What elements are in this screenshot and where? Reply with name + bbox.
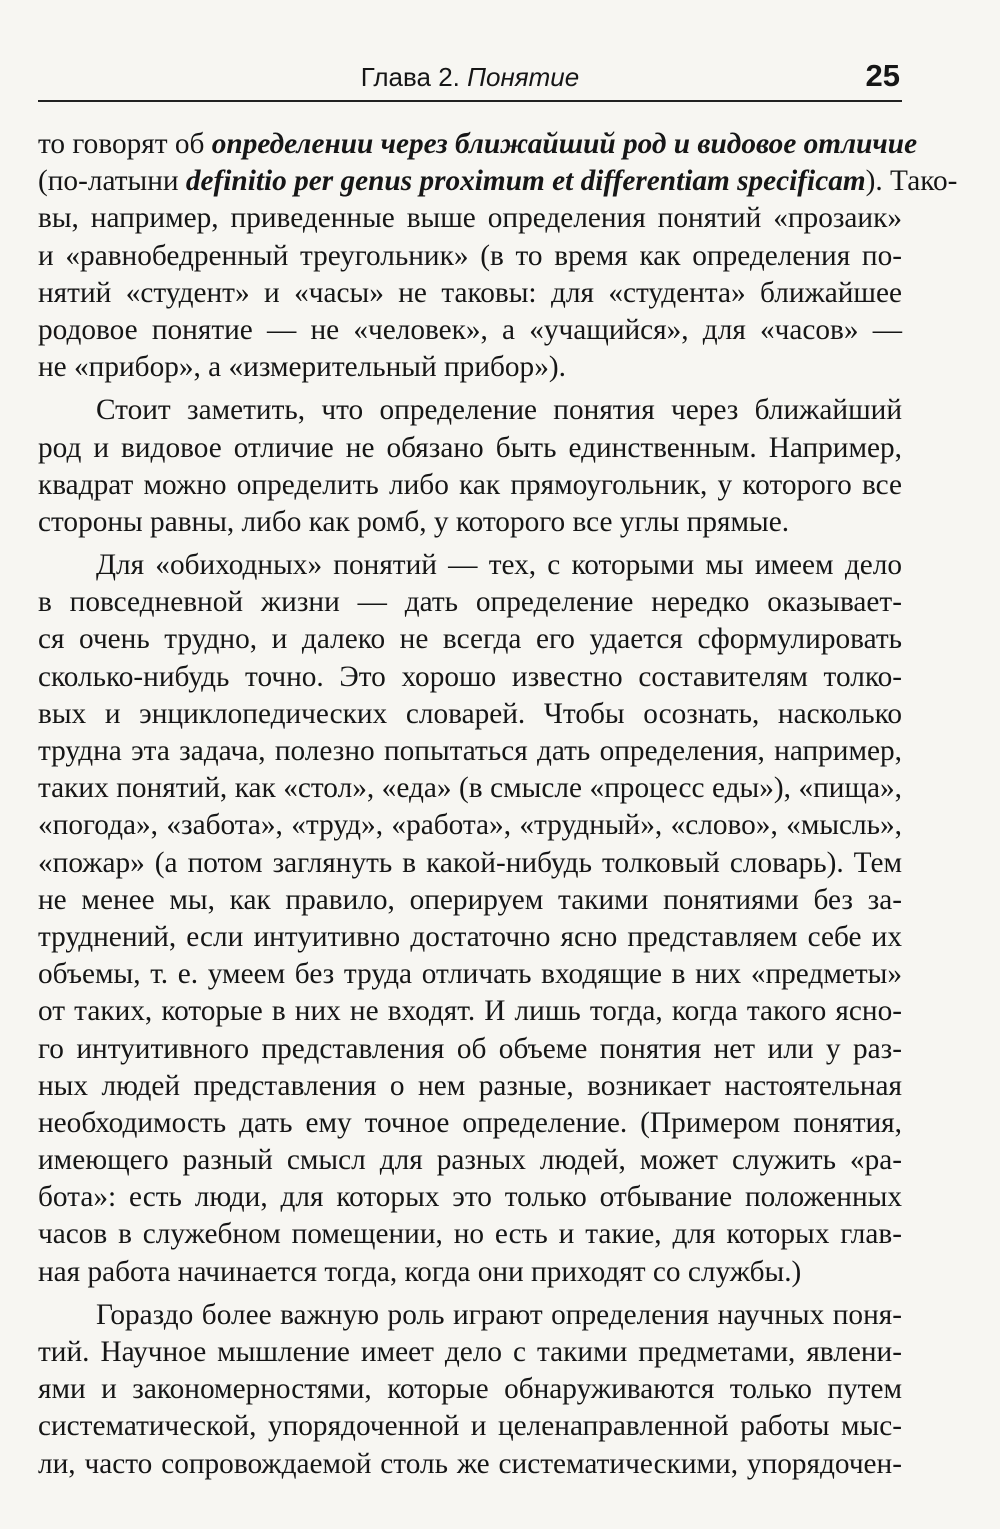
text-line: вы, например, приведенные выше определения понятий «прозаик»	[38, 202, 902, 235]
text-line: ся очень трудно, и далеко не всегда его удается сформулировать	[38, 623, 902, 656]
text-line: (по-латыни definitio per genus proximum et differentiam specificam). Тако-	[38, 165, 958, 198]
text-line: трудна эта задача, полезно попытаться дать определения, например,	[38, 735, 902, 767]
text-line: необходимость дать ему точное определение. (Примером понятия,	[38, 1106, 902, 1139]
text-line: систематической, упорядоченной и целенаправленной работы мыс-	[38, 1410, 902, 1443]
header-title	[38, 62, 902, 93]
text-line: ями и закономерностями, которые обнаруживаются только путем	[38, 1373, 902, 1406]
latin-term: definitio per genus proximum et differentiam specificam	[185, 165, 866, 198]
text-line: Для «обиходных» понятий — тех, с которыми мы имеем дело	[96, 549, 902, 582]
text-line: родовое понятие — не «человек», а «учащийся», для «часов» —	[38, 313, 902, 346]
text-line: ная работа начинается тогда, когда они приходят со службы.)	[38, 1255, 802, 1288]
text-line: «погода», «забота», «труд», «работа», «трудный», «слово», «мысль»,	[38, 809, 902, 842]
text-line: часов в служебном помещении, но есть и такие, для которых глав-	[38, 1218, 902, 1251]
paragraph-2	[38, 392, 902, 541]
text-line: го интуитивного представления об объеме понятия нет или у раз-	[38, 1032, 902, 1065]
text-line: Гораздо более важную роль играют определения научных поня-	[96, 1298, 902, 1331]
section-label: Понятие	[467, 62, 580, 92]
paragraph-1	[38, 126, 958, 386]
text-line: стороны равны, либо как ромб, у которого все углы прямые.	[38, 505, 790, 538]
text-line: имеющего разный смысл для разных людей, может служить «ра-	[38, 1144, 902, 1177]
text-line: и «равнобедренный треугольник» (в то время как определения по-	[38, 239, 902, 272]
running-header	[38, 52, 902, 102]
text-line: ных людей представления о нем разные, возникает настоятельная	[38, 1069, 902, 1102]
text-line: нятий «студент» и «часы» не таковы: для «студента» ближайшее	[38, 276, 902, 309]
text-line: квадрат можно определить либо как прямоугольник, у которого все	[38, 468, 902, 501]
text-line: в повседневной жизни — дать определение нередко оказывает-	[38, 586, 902, 619]
text-line: «пожар» (а потом заглянуть в какой-нибудь толковый словарь). Тем	[38, 846, 902, 879]
text-line: не менее мы, как правило, оперируем такими понятиями без за-	[38, 883, 902, 916]
text-line: вых и энциклопедических словарей. Чтобы осознать, насколько	[38, 697, 902, 730]
text-line: бота»: есть люди, для которых это только отбывание положенных	[38, 1181, 902, 1214]
text-line: не «прибор», а «измерительный прибор»).	[38, 351, 566, 384]
text-line: сколько-нибудь точно. Это хорошо известно составителям толко-	[38, 660, 902, 693]
text-line: то говорят об определении через ближайший род и видовое отличие	[38, 128, 918, 160]
paragraph-3	[38, 547, 902, 1291]
text-line: Стоит заметить, что определение понятия через ближайший	[96, 394, 902, 427]
text-line: от таких, которые в них не входят. И лишь тогда, когда такого ясно-	[38, 995, 902, 1028]
text-line: таких понятий, как «стол», «еда» (в смысле «процесс еды»), «пища»,	[38, 772, 902, 805]
page-number: 25	[865, 58, 900, 93]
text-line: труднений, если интуитивно достаточно ясно представляем себе их	[38, 920, 902, 953]
page-body	[38, 126, 958, 1483]
text-line: род и видовое отличие не обязано быть единственным. Например,	[38, 431, 902, 464]
chapter-label: Глава 2.	[360, 62, 460, 92]
text-line: объемы, т. е. умеем без труда отличать входящие в них «предметы»	[38, 958, 902, 991]
text-line: тий. Научное мышление имеет дело с такими предметами, явлени-	[38, 1336, 902, 1368]
paragraph-4	[38, 1297, 902, 1483]
emphasis-term: определении через ближайший род и видовое отличие	[211, 128, 918, 160]
text-line: ли, часто сопровождаемой столь же систематическими, упорядочен-	[38, 1447, 902, 1480]
